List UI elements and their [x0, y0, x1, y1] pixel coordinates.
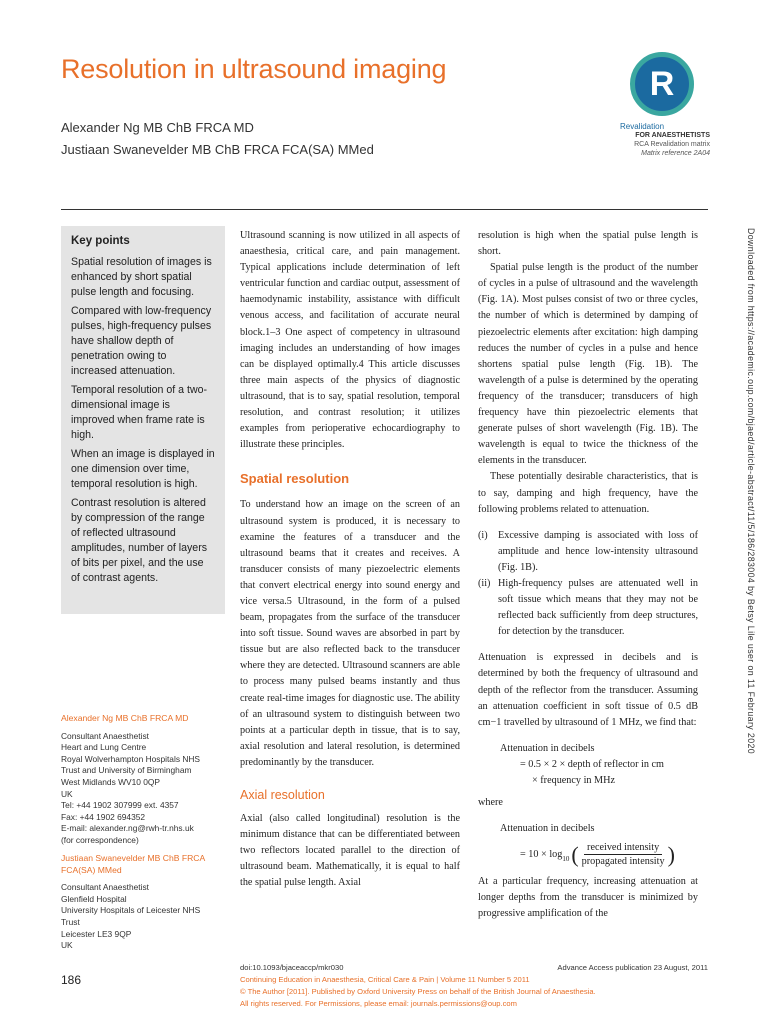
revalidation-word: Revalidation: [620, 122, 665, 131]
download-sidebar: [744, 228, 758, 768]
key-point: Contrast resolution is altered by compression of the range of reflected ultrasound amplitudes, number of layers of bits per pixel, and the use of contrast agents.: [71, 497, 208, 584]
page-number: 186: [61, 973, 82, 987]
list-item: [478, 528, 698, 576]
affiliation-email[interactable]: E-mail: alexander.ng@rwh-tr.nhs.uk: [61, 823, 194, 834]
paragraph-spatial: To understand how an image on the screen of an ultrasound system is produced, it is necessary to examine the features of a transducer and the ultrasound beams that it creates and receives. A transducer consists of many piezoelectric elements that convert electrical energy into sound energy and vice versa.5 Ultrasound, in the form of a pulsed beam, propagates from the surface of the transducer into soft tissue. Sound waves are absorbed in part by tissue but are also reflected back to the transducer where they are detected. Ultrasound scanners are able to process many pulsed beams instantly and thus create real-time images for diagnostic use. The ability of an ultrasound system to distinguish between two points at a particular depth in tissue, that is to say, axial resolution and lateral resolution, is determined predominantly by the transducer.: [240, 499, 460, 768]
revalidation-letter: R: [649, 65, 675, 103]
list-number: (ii): [478, 577, 491, 589]
paragraph: resolution is high when the spatial pulse length is short.: [478, 230, 698, 258]
revalidation-for: FOR ANAESTHETISTS: [635, 132, 710, 139]
affiliation-tel: Tel: +44 1902 307999 ext. 4357: [61, 800, 179, 811]
article-title: Resolution in ultrasound imaging: [61, 54, 447, 84]
paragraph-axial: Axial (also called longitudinal) resolution is the minimum distance that can be differentiated between two reflectors located parallel to the direction of ultrasound beam. Mathematically, it is equal to half the spatial pulse length. Axial: [240, 813, 460, 889]
affiliation-fax: Fax: +44 1902 694352: [61, 811, 146, 822]
paragraph-intro: Ultrasound scanning is now utilized in all aspects of anaesthesia, critical care, and pain management. Typical applications include determination of left ventricular function and cardiac output, assessment of haemodynamic instability, assistance with difficult venous access, and facilitation of accurate neural block.1–3 One aspect of competency in ultrasound imaging includes an understanding of how images can be displayed optimally.4 This article discusses three main aspects of the physics of diagnostic ultrasound, that is to say, spatial resolution, temporal resolution, and contrast resolution; it utilizes examples from perioperative echocardiography to illustrate these principles.: [240, 230, 460, 451]
equation-log: [500, 821, 698, 868]
affiliation-line: Leicester LE3 9QP: [61, 928, 132, 939]
where-text: where: [478, 797, 503, 809]
affiliation-line: Glenfield Hospital: [61, 893, 127, 904]
close-paren: ): [667, 841, 675, 867]
affiliation-line: Heart and Lung Centre: [61, 742, 147, 753]
key-point: When an image is displayed in one dimension over time, temporal resolution is high.: [71, 448, 215, 490]
affiliation-swanevelder: [61, 853, 231, 952]
list-text: High-frequency pulses are attenuated well in soft tissue which means that they may not be reflected back sufficiently from deep structures, for detection by the transducer.: [498, 577, 698, 638]
download-notice: Downloaded from https://academic.oup.com/bjaed/article-abstract/11/5/186/283004 by Betsy Lile user on 11 February 2020: [746, 228, 756, 755]
equation-prefix: = 10 × log: [520, 848, 563, 860]
equation-line: Attenuation in decibels: [500, 823, 595, 835]
affiliation-line: Royal Wolverhampton Hospitals NHS: [61, 753, 201, 764]
paragraph: At a particular frequency, increasing attenuation at longer depths from the transducer is minimized by progressive amplification of the: [478, 876, 698, 920]
list-item: [478, 576, 698, 640]
body-column-2: [478, 228, 698, 923]
paragraph: Attenuation is expressed in decibels and is determined by both the frequency of ultrasound and depth of the reflector from the transducer. Assuming an attenuation coefficient in soft tissue of 0.5 dB cm−1 travelled by ultrasound of 1 MHz, we find that:: [478, 652, 698, 728]
open-paren: (: [571, 841, 579, 867]
fraction-numerator: received intensity: [584, 841, 662, 855]
key-point: Compared with low-frequency pulses, high-frequency pulses have shallow depth of penetration owing to increased attenuation.: [71, 305, 212, 377]
key-points-box: [61, 226, 225, 614]
paragraph: Spatial pulse length is the product of the number of cycles in a pulse of ultrasound and the wavelength (Fig. 1A). Most pulses consist of two or three cycles, the number of which is determined by damping of piezoelectric elements after excitation: high damping reduces the number of cycles in a pulse and hence shortens spatial pulse length (Fig. 1B). The wavelength of a pulse is determined by the operating frequency of the transducer; transducers of high frequency have thin piezoelectric elements that generate pulses of short wavelength (Fig. 1B). The wavelength is equal to twice the thickness of the elements in the transducer.: [478, 262, 698, 467]
affiliation-name: Alexander Ng MB ChB FRCA MD: [61, 713, 189, 723]
key-points-heading: Key points: [71, 235, 130, 247]
fraction-denominator: propagated intensity: [581, 856, 665, 868]
header-divider: [61, 209, 708, 210]
affiliation-name: Justiaan Swanevelder MB ChB FRCA: [61, 853, 206, 863]
list-number: (i): [478, 529, 488, 541]
author-2: Justiaan Swanevelder MB ChB FRCA FCA(SA) MMed: [61, 142, 374, 157]
key-point: Temporal resolution of a two-dimensional image is improved when frame rate is high.: [71, 384, 208, 441]
subsection-heading-axial: Axial resolution: [240, 788, 325, 802]
paragraph: These potentially desirable characteristics, that is to say, damping and high frequency, have the following problems related to attenuation.: [478, 471, 698, 515]
footer-rights: All rights reserved. For Permissions, please email: journals.permissions@oup.com: [240, 999, 517, 1008]
revalidation-matrix: RCA Revalidation matrix: [634, 141, 710, 148]
footer-copyright: © The Author [2011]. Published by Oxford University Press on behalf of the British Journal of Anaesthesia.: [240, 987, 596, 996]
affiliation-ng: [61, 713, 231, 847]
equation-attenuation: [500, 741, 698, 789]
affiliation-line: West Midlands WV10 0QP: [61, 776, 160, 787]
equation-subscript: 10: [562, 854, 570, 863]
affiliation-line: Trust: [61, 916, 80, 927]
revalidation-reference: Matrix reference 2A04: [641, 150, 710, 157]
equation-line: × frequency in MHz: [532, 775, 615, 786]
affiliation-line: UK: [61, 940, 73, 951]
author-1: Alexander Ng MB ChB FRCA MD: [61, 120, 254, 135]
section-heading-spatial: Spatial resolution: [240, 471, 350, 487]
affiliation-line: University Hospitals of Leicester NHS: [61, 905, 201, 916]
affiliation-line: Consultant Anaesthetist: [61, 882, 149, 893]
affiliation-line: Trust and University of Birmingham: [61, 765, 192, 776]
affiliation-line: (for correspondence): [61, 834, 139, 845]
key-point: Spatial resolution of images is enhanced by short spatial pulse length and focusing.: [71, 256, 212, 298]
advance-access: Advance Access publication 23 August, 2011: [557, 963, 708, 972]
equation-line: = 0.5 × 2 × depth of reflector in cm: [520, 758, 664, 770]
affiliation-line: Consultant Anaesthetist: [61, 730, 149, 741]
revalidation-r-icon: [630, 52, 694, 116]
footer-journal: Continuing Education in Anaesthesia, Critical Care & Pain | Volume 11 Number 5 2011: [240, 975, 530, 984]
affiliation-name: FCA(SA) MMed: [61, 864, 122, 875]
equation-line: Attenuation in decibels: [500, 742, 595, 754]
fraction: [579, 841, 668, 868]
body-column-1: [240, 228, 460, 892]
affiliation-line: UK: [61, 788, 73, 799]
footer-doi[interactable]: doi:10.1093/bjaceaccp/mkr030: [240, 963, 344, 972]
list-text: Excessive damping is associated with loss of amplitude and hence low-intensity ultrasound (Fig. 1B).: [498, 529, 698, 573]
